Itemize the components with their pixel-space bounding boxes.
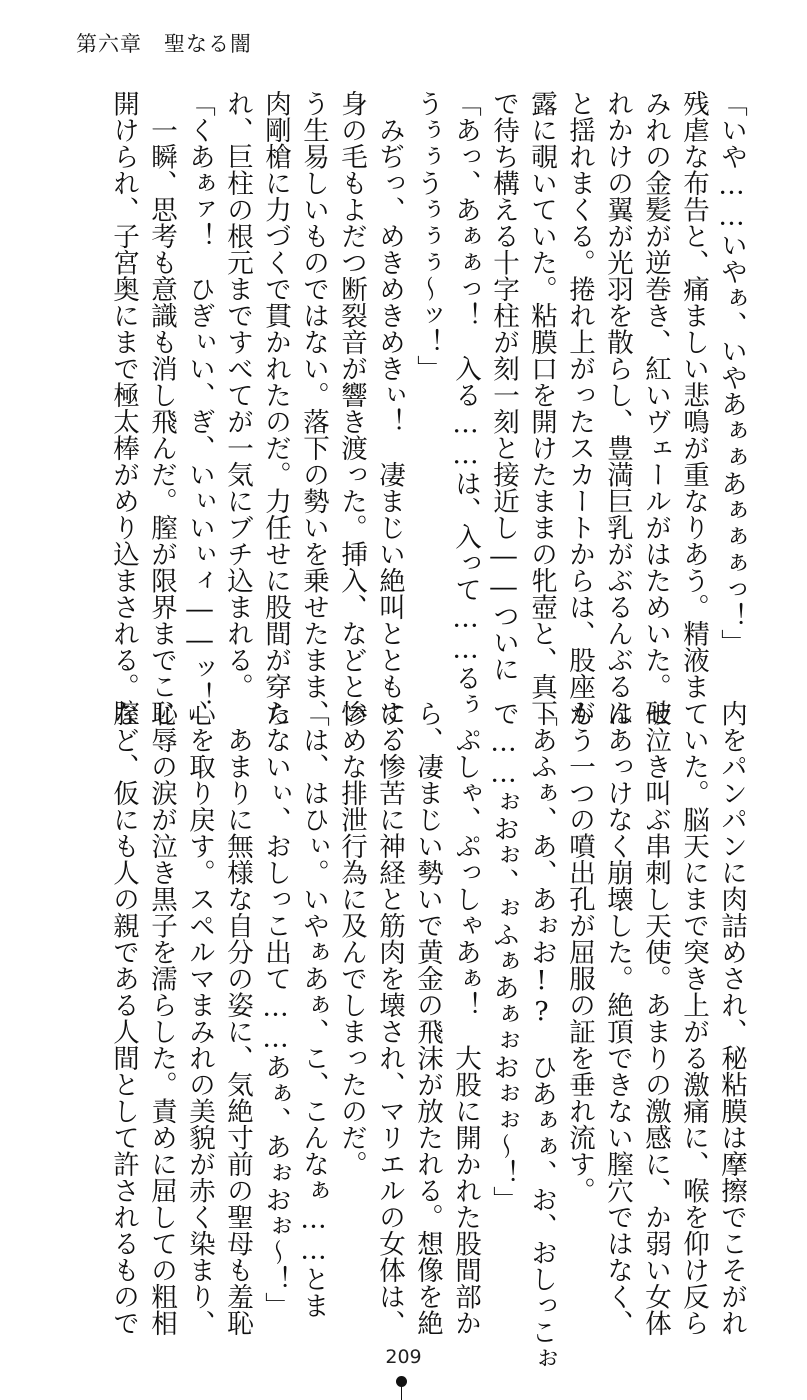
text-column: 一瞬、思考も意識も消し飛んだ。膣が限界までこじ	[146, 90, 177, 726]
text-column: れ、巨柱の根元まですべてが一気にブチ込まれる。	[222, 90, 253, 700]
text-column: はあっけなく崩壊した。絶頂できない膣穴ではなく、	[602, 700, 633, 1336]
text-column: 内をパンパンに肉詰めされ、秘粘膜は摩擦でこそがれ	[716, 700, 747, 1336]
text-column: 開けられ、子宮奥にまで極太棒がめり込まされる。膣	[108, 90, 139, 726]
text-column: みれの金髪が逆巻き、紅いヴェールがはためいた。破	[640, 90, 671, 726]
text-column: する惨苦に神経と筋肉を壊され、マリエルの女体は、	[374, 700, 405, 1336]
text-column: と揺れまくる。捲れ上がったスカートからは、股座が	[564, 90, 595, 726]
text-column: 「あふぁ、あ、あぉお!? ひあぁぁ、お、おしっこぉ	[526, 700, 557, 1372]
text-column: 惨めな排泄行為に及んでしまったのだ。	[336, 700, 367, 1177]
text-column: 心を取り戻す。スペルマまみれの美貌が赤く染まり、	[184, 700, 215, 1336]
text-column: など、仮にも人の親である人間として許されるもので	[108, 700, 139, 1336]
text-column: ら、凄まじい勢いで黄金の飛沫が放たれる。想像を絶	[412, 700, 443, 1336]
page-marker-line	[401, 1386, 402, 1400]
text-column: 「いや……いやぁ、いやあぁぁあぁぁぁっ！」	[716, 90, 747, 656]
text-column: もう一つの噴出孔が屈服の証を垂れ流す。	[564, 700, 595, 1204]
text-column: で待ち構える十字柱が刻一刻と接近し――ついに	[488, 90, 519, 682]
text-column: あまりに無様な自分の姿に、気絶寸前の聖母も羞恥	[222, 700, 253, 1336]
text-column: みぢっ、めきめきめきぃ！ 凄まじい絶叫とともに、	[374, 90, 405, 753]
page-number: 209	[385, 1346, 422, 1368]
text-column: せ泣き叫ぶ串刺し天使。あまりの激感に、か弱い女体	[640, 700, 671, 1336]
text-column: 「あっ、あぁぁっ！ 入る……は、入って……るぅ	[450, 90, 481, 718]
text-column: うぅぅうぅぅぅ～ッ！」	[412, 90, 443, 382]
text-column: う生易しいものではない。落下の勢いを乗せたまま、	[298, 90, 329, 726]
text-column: らないぃ、おしっこ出て……あぁ、あぉおぉ～！」	[260, 700, 291, 1319]
text-column: 「は、はひぃ。いやぁあぁ、こ、こんなぁ……とま	[298, 700, 329, 1319]
text-column: 露に覗いていた。粘膜口を開けたままの牝壺と、真下	[526, 90, 557, 726]
text-column: 恥辱の涙が泣き黒子を濡らした。責めに屈しての粗相	[146, 700, 177, 1336]
chapter-title: 第六章 聖なる闇	[76, 32, 252, 56]
text-column: れかけの翼が光羽を散らし、豊満巨乳がぶるんぶるん	[602, 90, 633, 726]
text-column: ぷしゃ、ぷっしゃあぁ！ 大股に開かれた股間部か	[450, 700, 481, 1336]
text-column: ていた。脳天にまで突き上がる激痛に、喉を仰け反ら	[678, 700, 709, 1336]
text-column: 肉剛槍に力づくで貫かれたのだ。力任せに股間が穿た	[260, 90, 291, 726]
text-column: 身の毛もよだつ断裂音が響き渡った。挿入、などとい	[336, 90, 367, 726]
text-column: 残虐な布告と、痛ましい悲鳴が重なりあう。精液ま	[678, 90, 709, 700]
text-column: 「くあぁァ！ ひぎぃい、ぎ、いぃいぃィ――ッ！」	[184, 90, 215, 735]
text-column: で……ぉおぉ、ぉふぁあぁぉおぉぉ～！」	[488, 700, 519, 1213]
